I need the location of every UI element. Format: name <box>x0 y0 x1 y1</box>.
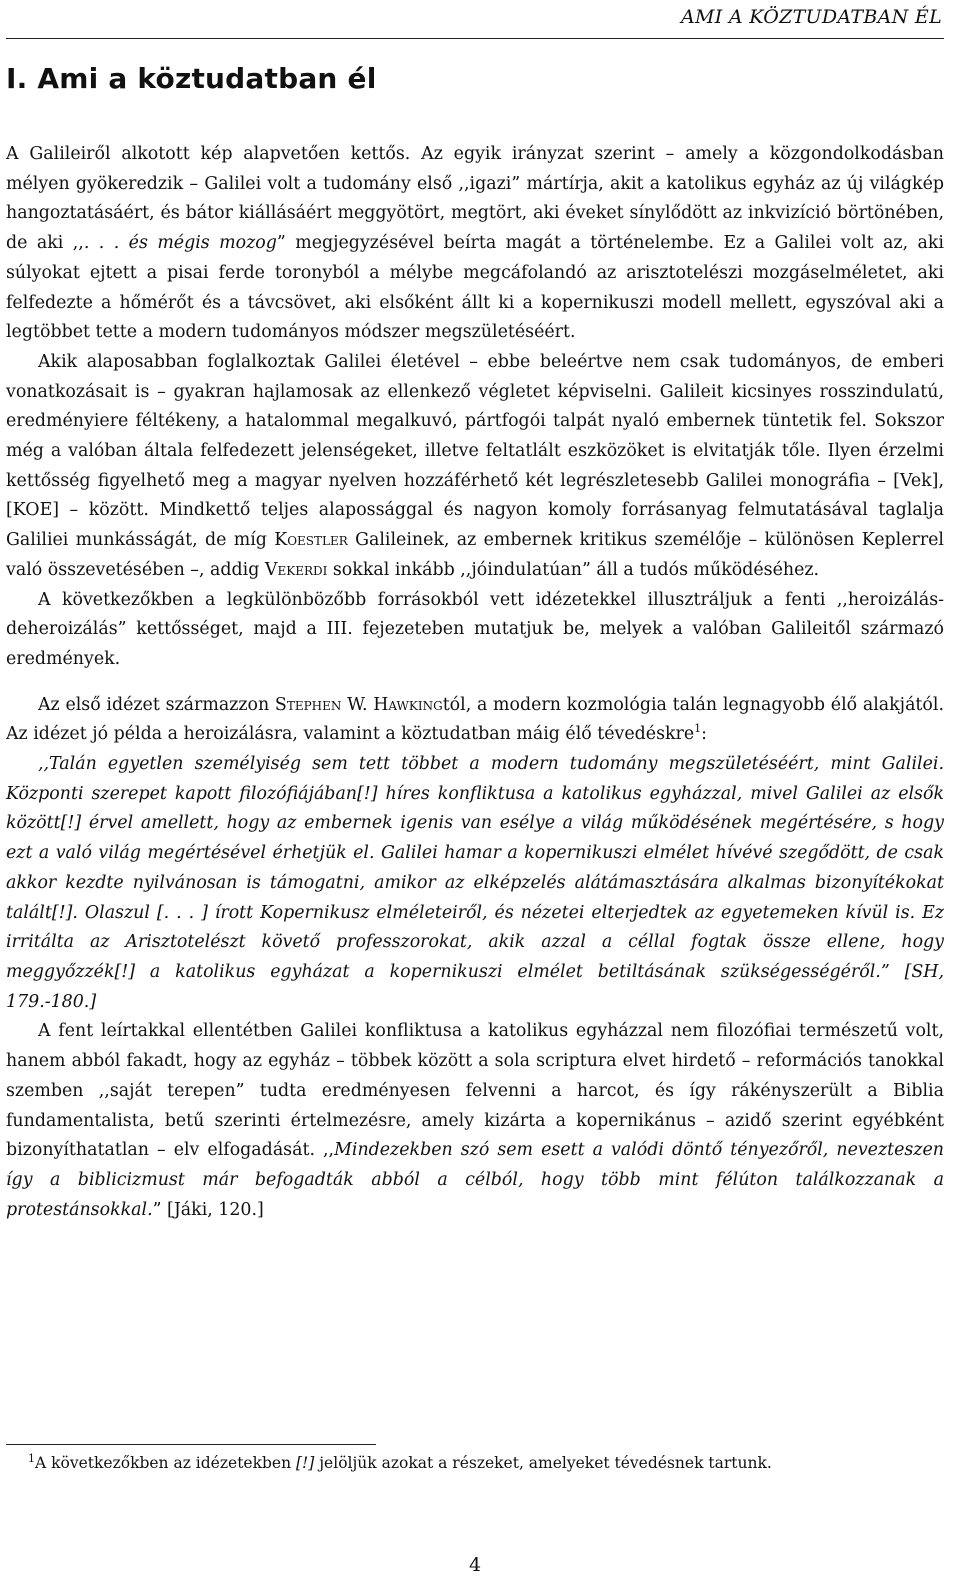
paragraph-1-text-a: A Galileiről alkotott kép alapvetően kettős. Az egyik irányzat szerint – amely a közgondolkodásban mélyen gyökeredzik – Galilei volt a tudomány első ,,igazi” mártírja, akit a katolikus egyház az új világkép hangoztatásáért, és bátor kiállásáért meggyötört, megtört, aki éveket sínylődött az inkvizíció börtönében, de aki ,, <box>6 144 944 254</box>
quote-text: ,,Talán egyetlen személyiség sem tett többet a modern tudomány megszületéséért, mint Galilei. Központi szerepet kapott filozófiájában[!] híres konfliktusa a katolikus egyházzal, mivel Galilei az elsők között[!] érvel amellett, hogy az embernek igenis van esélye a világ működésének megértésére, s hogy ezt a való világ megértésével érhetjük el. Galilei hamar a kopernikuszi elmélet hívévé szegődött, de csak akkor kezdte nyilvánosan is támogatni, amikor az elképzelés alátámasztására alkalmas bizonyítékokat talált[!]. Olaszul [. . . ] írott Kopernikusz elméleteiről, és nézetei elterjedtek az egyetemeken kívül is. Ez irritálta az Arisztotelészt követő professzorokat, akik azzal a céllal fogtak össze ellene, hogy meggyőzzék[!] a katolikus egyházat a kopernikuszi elmélet betiltásának szükségességéről.” [SH, 179.-180.] <box>6 754 944 1012</box>
page-number: 4 <box>468 1554 482 1576</box>
running-head: AMI A KÖZTUDATBAN ÉL <box>680 6 942 28</box>
section-title: I. Ami a köztudatban él <box>6 62 377 95</box>
paragraph-2-text-c: sokkal inkább ,,jóindulatúan” áll a tudós működéséhez. <box>327 559 820 580</box>
paragraph-4-text-c: : <box>701 724 708 745</box>
author-initial: W. <box>341 694 374 715</box>
footnote-reference[interactable]: 1 <box>694 722 702 736</box>
author-stephen: Stephen <box>274 694 342 715</box>
footnote-mark: 1 <box>28 1451 35 1465</box>
author-hawking: Hawking <box>373 694 443 715</box>
paragraph-2-text-b: Galileinek, az embernek kritikus személője – különösen Keplerrel való összevetésében –, addig <box>6 530 944 580</box>
paragraph-1 <box>6 140 944 348</box>
paragraph-1-quote: . . . és mégis mozog <box>83 233 277 254</box>
paragraph-4-text-a: Az első idézet származzon <box>38 694 275 715</box>
footnote-text-b: jelöljük azokat a részeket, amelyeket tévedésnek tartunk. <box>314 1454 772 1472</box>
footnote-marker: [!] <box>296 1454 315 1472</box>
footnote <box>6 1452 944 1474</box>
paragraph-5-text-a: A fent leírtakkal ellentétben Galilei konfliktusa a katolikus egyházzal nem filozófiai természetű volt, hanem abból fakadt, hogy az egyház – többek között a sola scriptura elvet hirdető – reformációs tanokkal szemben ,,saját terepen” tudta eredményesen felvenni a harcot, és így rákényszerült a Biblia fundamentalista, betű szerinti értelmezésre, amely kizárta a kopernikánus – azidő szerint egyébként bizonyíthatatlan – elv elfogadását. ,, <box>6 1021 944 1161</box>
paragraph-3: A következőkben a legkülönbözőbb forrásokból vett idézetekkel illusztráljuk a fenti ,,heroizálás-deheroizálás” kettősséget, majd a III. fejezeteben mutatjuk be, melyek a valóban Galileitől származó eredmények. <box>6 589 944 669</box>
author-koestler: Koestler <box>274 530 348 551</box>
paragraph-2 <box>6 348 944 586</box>
footnote-rule <box>6 1444 376 1445</box>
paragraph-5 <box>6 1017 944 1225</box>
author-vekerdi: Vekerdi <box>264 559 328 580</box>
paragraph-5-quote: Mindezekben szó sem esett a valódi döntő tényezőről, nevezteszen így a biblicizmust már befogadták abból a célból, hogy több mint félúton találkozzanak a protestánsokkal. <box>6 1140 944 1220</box>
paragraph-5-text-b: ” [Jáki, 120.] <box>152 1199 264 1220</box>
paragraph-4-text-b: tól, a modern kozmológia talán legnagyobb élő alakjától. Az idézet jó példa a heroizálásra, valamint a köztudatban máig élő tévedéskre <box>6 694 944 745</box>
paragraph-4 <box>6 691 944 750</box>
footnote-text-a: A következőkben az idézetekben <box>35 1454 296 1472</box>
header-rule <box>6 38 944 39</box>
hawking-quote <box>6 750 944 1017</box>
paragraph-1-text-b: ” megjegyzésével beírta magát a történelembe. Ez a Galilei volt az, aki súlyokat ejtett a pisai ferde toronyból a mélybe megcáfolandó az arisztotelészi mozgáselméletet, aki felfedezte a hőmérőt és a távcsövet, aki elsőként állt ki a kopernikuszi modell mellett, egyszóval aki a legtöbbet tette a modern tudományos módszer megszületéséért. <box>6 233 944 343</box>
paragraph-2-text-a: Akik alaposabban foglalkoztak Galilei életével – ebbe beleértve nem csak tudományos, de emberi vonatkozásait is – gyakran hajlamosak az ellenkező végletet képviselni. Galileit kicsinyes rosszindulatú, eredményiere féltékeny, a hatalommal megalkuvó, pártfogói talpát nyaló embernek tüntetik fel. Sokszor még a valóban általa felfedezett jelenségeket, illetve feltatlált eszközöket is elvitatják tőle. Ilyen érzelmi kettősség figyelhető meg a magyar nyelven hozzáférhető két legrészletesebb Galilei monográfia – [Vek], [KOE] – között. Mindkettő teljes alapossággal és nagyon komoly forrásanyag felmutatásával taglalja Galiliei munkásságát, de míg <box>6 351 944 551</box>
body-text <box>6 140 944 1225</box>
